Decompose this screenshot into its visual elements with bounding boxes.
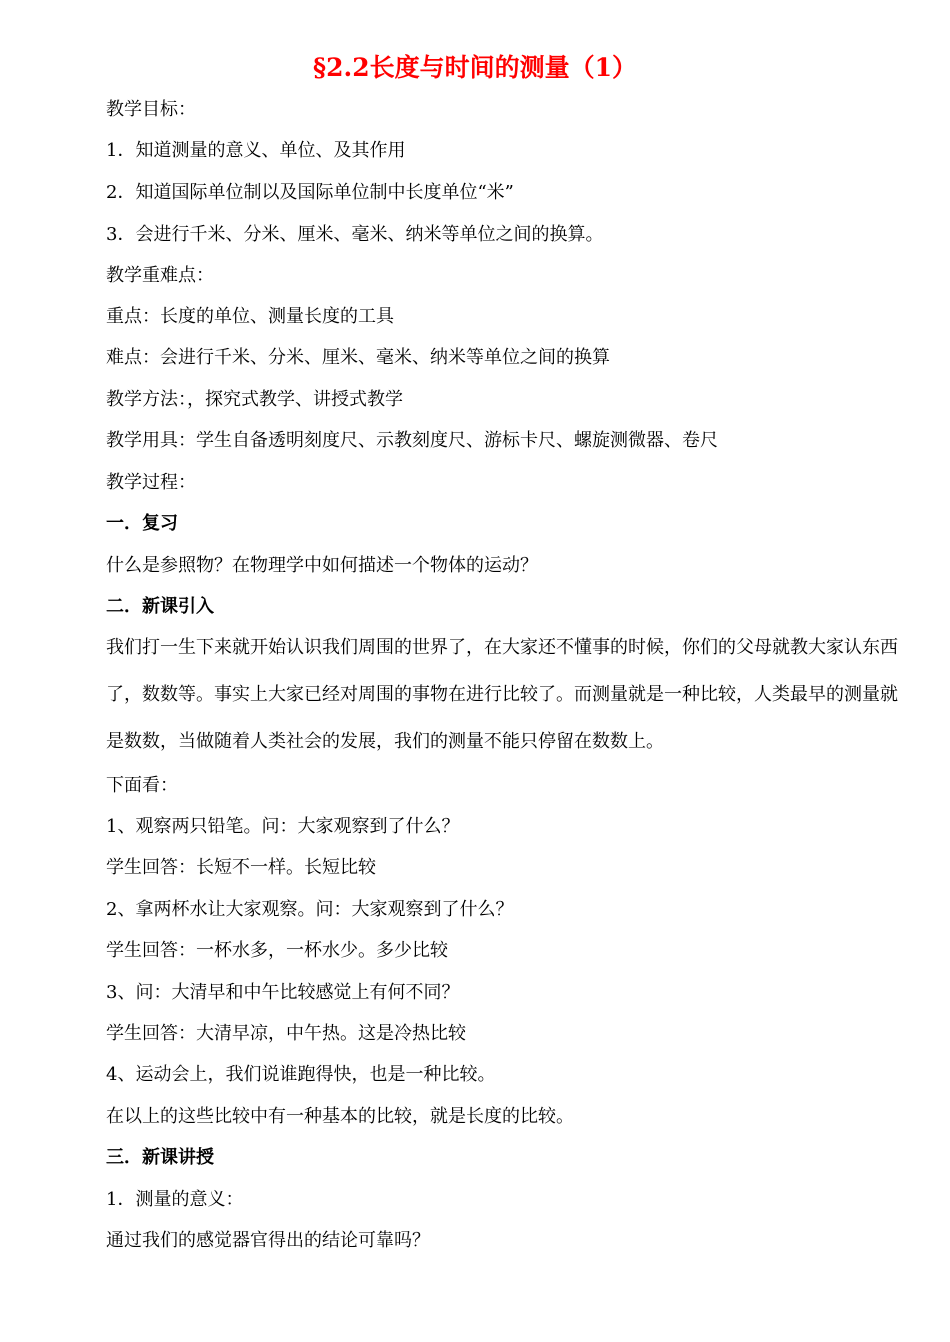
objectives-heading: 教学目标： <box>106 99 196 120</box>
answer-1: 学生回答：长短不一样。长短比较 <box>106 857 376 878</box>
lecture-heading: 三．新课讲授 <box>106 1147 214 1168</box>
difficult-point: 难点：会进行千米、分米、厘米、毫米、纳米等单位之间的换算 <box>106 347 610 368</box>
objective-2: 2．知道国际单位制以及国际单位制中长度单位“米” <box>106 182 514 203</box>
objective-3: 3．会进行千米、分米、厘米、毫米、纳米等单位之间的换算。 <box>106 224 604 245</box>
process-heading: 教学过程： <box>106 472 196 493</box>
teaching-methods: 教学方法：，探究式教学、讲授式教学 <box>106 389 403 410</box>
item-3: 3、问：大清早和中午比较感觉上有何不同？ <box>106 982 460 1003</box>
key-points-heading: 教学重难点： <box>106 265 214 286</box>
reliability-question: 通过我们的感觉器官得出的结论可靠吗？ <box>106 1230 430 1251</box>
key-point: 重点：长度的单位、测量长度的工具 <box>106 306 394 327</box>
item-4: 4、运动会上，我们说谁跑得快，也是一种比较。 <box>106 1064 496 1085</box>
item-1: 1、观察两只铅笔。问：大家观察到了什么？ <box>106 816 460 837</box>
intro-paragraph: 我们打一生下来就开始认识我们周围的世界了，在大家还不懂事的时候，你们的父母就教大家认东西了，数数等。事实上大家已经对周围的事物在进行比较了。而测量就是一种比较，人类最早的测量就是数数，当做随着人类社会的发展，我们的测量不能只停留在数数上。 <box>106 637 898 752</box>
summary: 在以上的这些比较中有一种基本的比较，就是长度的比较。 <box>106 1106 574 1127</box>
look-below: 下面看： <box>106 775 178 796</box>
page-title: §2.2长度与时间的测量（1） <box>313 53 637 82</box>
review-question: 什么是参照物？在物理学中如何描述一个物体的运动？ <box>106 555 538 576</box>
teaching-tools: 教学用具：学生自备透明刻度尺、示教刻度尺、游标卡尺、螺旋测微器、卷尺 <box>106 430 718 451</box>
answer-3: 学生回答：大清早凉，中午热。这是冷热比较 <box>106 1023 466 1044</box>
intro-heading: 二．新课引入 <box>106 596 214 617</box>
item-2: 2、拿两杯水让大家观察。问：大家观察到了什么？ <box>106 899 514 920</box>
meaning-heading: 1．测量的意义： <box>106 1189 244 1210</box>
review-heading: 一．复习 <box>106 513 178 534</box>
objective-1: 1．知道测量的意义、单位、及其作用 <box>106 140 406 161</box>
answer-2: 学生回答：一杯水多，一杯水少。多少比较 <box>106 940 448 961</box>
